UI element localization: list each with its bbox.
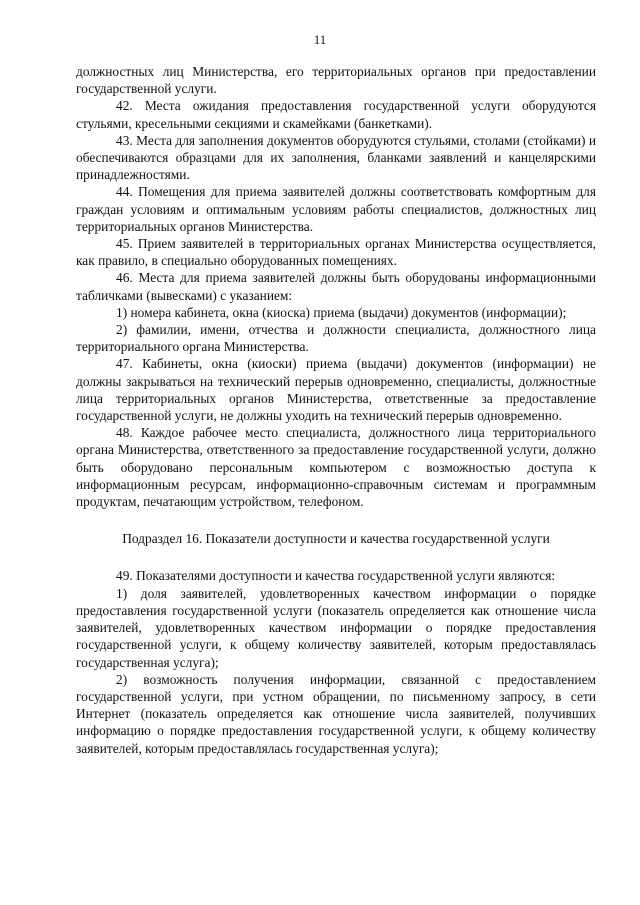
section-heading: Подраздел 16. Показатели доступности и качества государственной услуги xyxy=(122,531,550,547)
paragraph-44: 44. Помещения для приема заявителей должны соответствовать комфортным для граждан условиям и оптимальным условиям работы специалистов, должностных лиц территориальных органов Министерства. xyxy=(76,184,596,234)
page-number: 11 xyxy=(313,32,327,47)
paragraph-49: 49. Показателями доступности и качества государственной услуги являются: xyxy=(116,568,556,584)
paragraph-49-item-1: 1) доля заявителей, удовлетворенных качеством информации о порядке предоставления государственной услуги (показатель определяется как отношение числа заявителей, удовлетворенных качеством информации о порядке предоставления государственной услуги, к общему количеству заявителей, которым предоставлялась государственная услуга); xyxy=(76,585,596,670)
paragraph-49-item-2: 2) возможность получения информации, связанной с предоставлением государственной услуги, при устном обращении, по письменному запросу, в сети Интернет (показатель определяется как отношение числа заявителей, получивших информацию о порядке предоставления государственной услуги, к общему количеству заявителей, которым предоставлялась государственная услуга); xyxy=(76,671,596,756)
paragraph-46-item-1: 1) номера кабинета, окна (киоска) приема (выдачи) документов (информации); xyxy=(116,304,567,320)
paragraph-48: 48. Каждое рабочее место специалиста, должностного лица территориального органа Министерства, ответственного за предоставление государственной услуги, должно быть оборудовано персональным компьютером с возможностью доступа к информационным ресурсам, информационно-справочным системам и программным продуктам, печатающим устройством, телефоном. xyxy=(76,425,596,510)
paragraph-47: 47. Кабинеты, окна (киоски) приема (выдачи) документов (информации) не должны закрываться на технический перерыв одновременно, специалисты, должностные лица территориальных органов Министерства, ответственные за предоставление государственной услуги, не должны уходить на технический перерыв одновременно. xyxy=(76,356,596,424)
paragraph-46: 46. Места для приема заявителей должны быть оборудованы информационными табличками (вывесками) с указанием: xyxy=(76,270,596,303)
paragraph-45: 45. Прием заявителей в территориальных органах Министерства осуществляется, как правило, в специально оборудованных помещениях. xyxy=(76,236,596,269)
paragraph-46-item-2: 2) фамилии, имени, отчества и должности специалиста, должностного лица территориального органа Министерства. xyxy=(76,322,596,355)
paragraph-43: 43. Места для заполнения документов оборудуются стульями, столами (стойками) и обеспечиваются образцами для их заполнения, бланками заявлений и канцелярскими принадлежностями. xyxy=(76,132,596,183)
document-body xyxy=(76,63,596,757)
paragraph-42: 42. Места ожидания предоставления государственной услуги оборудуются стульями, кресельными секциями и скамейками (банкетками). xyxy=(76,98,596,131)
paragraph-continuation: должностных лиц Министерства, его территориальных органов при предоставлении государственной услуги. xyxy=(76,64,596,97)
